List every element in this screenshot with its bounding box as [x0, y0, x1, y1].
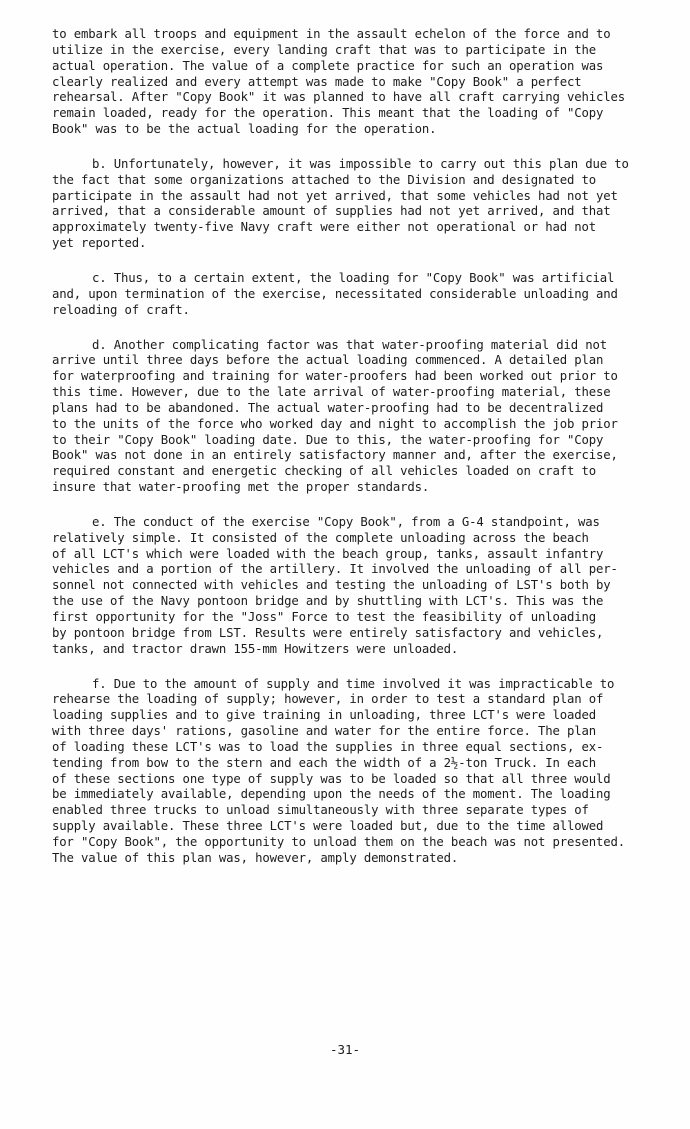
text-line: remain loaded, ready for the operation. This meant that the loading of "Copy	[52, 106, 604, 121]
text-line: yet reported.	[52, 236, 147, 251]
text-line: plans had to be abandoned. The actual water-proofing had to be decentralized	[52, 400, 604, 415]
text-line: to the units of the force who worked day and night to accomplish the job prior	[52, 416, 618, 431]
text-line: of all LCT's which were loaded with the beach group, tanks, assault infantry	[52, 546, 604, 561]
text-line: to embark all troops and equipment in the assault echelon of the force and to	[52, 27, 611, 41]
text-line: rehearse the loading of supply; however, in order to test a standard plan of	[52, 692, 604, 707]
text-line: arrive until three days before the actual loading commenced. A detailed plan	[52, 353, 604, 368]
text-line: required constant and energetic checking of all vehicles loaded on craft to	[52, 464, 597, 479]
text-line: by pontoon bridge from LST. Results were entirely satisfactory and vehicles,	[52, 625, 604, 640]
text-line: arrived, that a considerable amount of supplies had not yet arrived, and that	[52, 204, 611, 219]
text-line: Book" was not done in an entirely satisfactory manner and, after the exercise,	[52, 448, 618, 463]
text-line: clearly realized and every attempt was made to make "Copy Book" a perfect	[52, 74, 582, 89]
text-line: loading supplies and to give training in unloading, three LCT's were loaded	[52, 708, 597, 723]
text-line: utilize in the exercise, every landing craft that was to participate in the	[52, 42, 597, 57]
text-line: insure that water-proofing met the proper standards.	[52, 480, 430, 495]
text-line: e. The conduct of the exercise "Copy Book", from a G-4 standpoint, was	[92, 514, 600, 529]
text-line: relatively simple. It consisted of the complete unloading across the beach	[52, 530, 589, 545]
text-line: reloading of craft.	[52, 302, 190, 317]
text-line: tanks, and tractor drawn 155-mm Howitzers were unloaded.	[52, 641, 459, 656]
text-line: actual operation. The value of a complete practice for such an operation was	[52, 58, 604, 73]
text-line: supply available. These three LCT's were loaded but, due to the time allowed	[52, 819, 604, 834]
text-line: this time. However, due to the late arrival of water-proofing material, these	[52, 385, 611, 400]
text-line: and, upon termination of the exercise, necessitated considerable unloading and	[52, 286, 618, 301]
text-line: of loading these LCT's was to load the supplies in three equal sections, ex-	[52, 739, 604, 754]
page-number: -31-	[329, 1042, 361, 1057]
text-line: enabled three trucks to unload simultaneously with three separate types of	[52, 803, 589, 818]
text-line: rehearsal. After "Copy Book" it was planned to have all craft carrying vehicles	[52, 90, 626, 105]
text-line: for "Copy Book", the opportunity to unload them on the beach was not presented.	[52, 834, 626, 849]
text-line: for waterproofing and training for water-proofers had been worked out prior to	[52, 369, 618, 384]
text-line: The value of this plan was, however, amply demonstrated.	[52, 850, 459, 865]
paragraph-continuation	[52, 27, 668, 138]
paragraph-e	[52, 515, 668, 658]
paragraph-c	[52, 271, 668, 319]
text-line: with three days' rations, gasoline and water for the entire force. The plan	[52, 724, 597, 739]
text-line: f. Due to the amount of supply and time involved it was impracticable to	[92, 676, 615, 691]
text-line: vehicles and a portion of the artillery. It involved the unloading of all per-	[52, 562, 618, 577]
text-line: of these sections one type of supply was to be loaded so that all three would	[52, 771, 611, 786]
body-text	[52, 27, 668, 867]
paragraph-f	[52, 677, 668, 867]
text-line: c. Thus, to a certain extent, the loading for "Copy Book" was artificial	[92, 270, 615, 285]
text-line: sonnel not connected with vehicles and testing the unloading of LST's both by	[52, 578, 611, 593]
text-line: tending from bow to the stern and each the width of a 2½-ton Truck. In each	[52, 755, 597, 770]
text-line: to their "Copy Book" loading date. Due to this, the water-proofing for "Copy	[52, 432, 604, 447]
text-line: the fact that some organizations attached to the Division and designated to	[52, 172, 597, 187]
text-line: be immediately available, depending upon the needs of the moment. The loading	[52, 787, 611, 802]
text-line: Book" was to be the actual loading for the operation.	[52, 122, 437, 137]
paragraph-d	[52, 338, 668, 496]
paragraph-b	[52, 157, 668, 252]
text-line: approximately twenty-five Navy craft were either not operational or had not	[52, 220, 597, 235]
text-line: d. Another complicating factor was that water-proofing material did not	[92, 337, 607, 352]
text-line: participate in the assault had not yet arrived, that some vehicles had not yet	[52, 188, 618, 203]
text-line: the use of the Navy pontoon bridge and by shuttling with LCT's. This was the	[52, 594, 604, 609]
text-line: b. Unfortunately, however, it was impossible to carry out this plan due to	[92, 156, 629, 171]
text-line: first opportunity for the "Joss" Force to test the feasibility of unloading	[52, 610, 597, 624]
